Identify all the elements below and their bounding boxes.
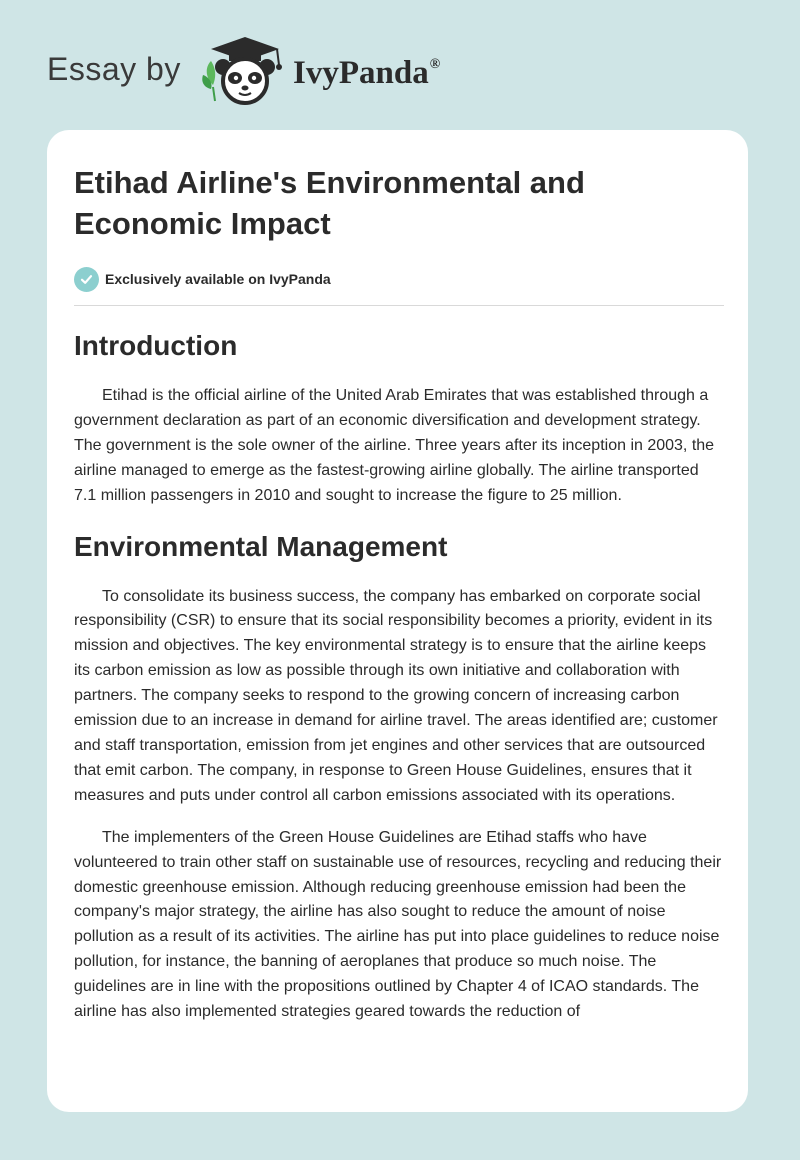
- paragraph: Etihad is the official airline of the United Arab Emirates that was established through a government declaration as part of an economic diversification and development strategy. The government is the sole owner of the airline. Three years after its inception in 2003, the airline managed to emerge as the fastest-growing airline globally. The airline transported 7.1 million passengers in 2010 and sought to increase the figure to 25 million.: [74, 387, 715, 504]
- panda-graduate-icon: [199, 35, 291, 107]
- exclusive-badge: [74, 266, 724, 292]
- brand-prefix: Essay by: [47, 51, 181, 87]
- section-heading-introduction: Introduction: [74, 330, 238, 361]
- exclusive-label: Exclusively available on IvyPanda: [105, 271, 331, 287]
- leaf-icon: [202, 61, 215, 101]
- page-title: Etihad Airline's Environmental and Economic Impact: [74, 165, 585, 241]
- section-heading-environmental-management: Environmental Management: [74, 530, 448, 562]
- paragraph: To consolidate its business success, the company has embarked on corporate social responsibility (CSR) to ensure that its social responsibility becomes a priority, evident in its mission and objectives. The key environmental strategy is to ensure that the airline keeps its carbon emission as low as possible through its own initiative and collaboration with partners. The company seeks to respond to the growing concern of increasing carbon emission due to an increase in demand for airline travel. The areas identified are; customer and staff transportation, emission from jet engines and other services that are outsourced that emit carbon. The company, in response to Green House Guidelines, ensures that it measures and puts under control all carbon emissions associated with its operations.: [74, 587, 718, 804]
- check-icon: [74, 267, 99, 292]
- essay-card: [47, 130, 748, 1112]
- registered-mark: ®: [429, 57, 441, 72]
- brand-header[interactable]: [47, 35, 527, 105]
- brand-name: IvyPanda®: [293, 55, 441, 91]
- essay-content: [74, 162, 724, 1025]
- divider: [74, 305, 724, 306]
- paragraph: The implementers of the Green House Guidelines are Etihad staffs who have volunteered to train other staff on sustainable use of resources, recycling and reducing their domestic greenhouse emission. Although reducing greenhouse emission had been the company's major strategy, the airline has also sought to reduce the amount of noise pollution as a result of its activities. The airline has put into place guidelines to reduce noise pollution, for instance, the banning of aeroplanes that produce so much noise. The guidelines are in line with the propositions outlined by Chapter 4 of ICAO standards. The airline has also implemented strategies geared towards the reduction of: [74, 828, 722, 1021]
